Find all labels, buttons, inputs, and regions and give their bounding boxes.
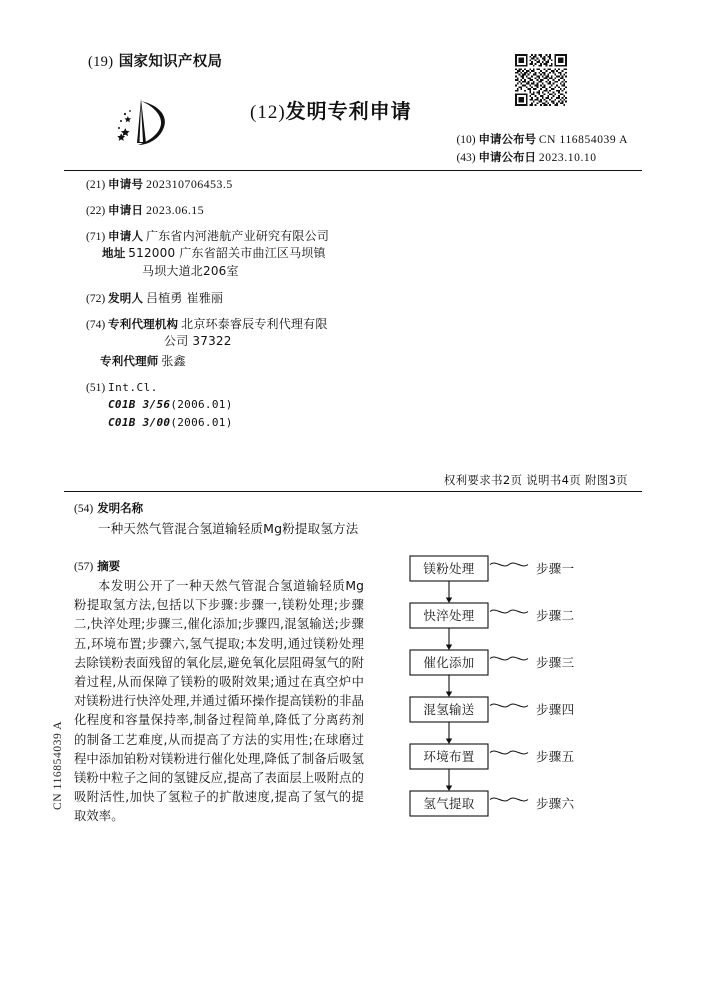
application-date-value: 2023.06.15 [146, 203, 205, 217]
application-number-tag: (21) [86, 179, 106, 191]
agent-value: 张鑫 [161, 354, 186, 368]
agency-line [86, 316, 426, 333]
flow-arrowhead [446, 598, 452, 604]
flow-leader-line [490, 751, 528, 754]
publication-number-tag: (10) [456, 134, 476, 146]
agent-label: 专利代理师 [100, 354, 159, 368]
invention-name-text: 一种天然气管混合氢道输轻质Mg粉提取氢方法 [98, 521, 359, 536]
invention-name-label: 发明名称 [97, 501, 144, 515]
address-line-2 [142, 263, 426, 281]
publication-date-label: 申请公布日 [478, 150, 536, 164]
field-application-date [86, 202, 426, 219]
invention-name-header [74, 500, 364, 516]
agency-value-2: 公司 37322 [164, 334, 232, 348]
flow-step-label: 步骤六 [536, 796, 575, 811]
field-agency [86, 316, 426, 371]
inventor-label: 发明人 [108, 291, 144, 305]
invention-name-tag: (54) [74, 503, 94, 515]
ipc-code: C01B 3/56 [108, 398, 171, 411]
applicant-tag: (71) [86, 231, 106, 243]
ipc-tag: (51) [86, 382, 106, 394]
application-number-label: 申请号 [108, 177, 144, 191]
abstract-figure-flowchart [396, 548, 636, 838]
invention-name-section [74, 500, 364, 538]
flow-leader-line [490, 798, 528, 801]
flow-step-label: 步骤三 [536, 655, 575, 670]
abstract-label: 摘要 [97, 559, 121, 573]
flow-box-label: 环境布置 [423, 749, 475, 764]
agent-line [100, 353, 426, 371]
address-label: 地址 [102, 246, 126, 260]
flow-arrowhead [446, 645, 452, 651]
flow-step-label: 步骤四 [536, 702, 575, 717]
application-number-value: 202310706453.5 [146, 177, 233, 191]
ipc-code: C01B 3/00 [108, 416, 171, 429]
flow-box-label: 氢气提取 [423, 796, 475, 811]
application-date-label: 申请日 [108, 203, 144, 217]
publication-date-value: 2023.10.10 [538, 152, 597, 164]
page-count-line: 权利要求书2页 说明书4页 附图3页 [443, 473, 628, 487]
inventor-tag: (72) [86, 293, 106, 305]
applicant-value: 广东省内河港航产业研究有限公司 [146, 229, 330, 243]
publication-date-tag: (43) [456, 152, 476, 164]
flow-step-label: 步骤五 [536, 749, 575, 764]
office-name: 国家知识产权局 [118, 54, 223, 70]
qr-code-icon [515, 54, 567, 106]
flow-arrowhead [446, 739, 452, 745]
flow-box-label: 催化添加 [423, 655, 475, 670]
flow-box-label: 镁粉处理 [423, 561, 475, 576]
ipc-label: Int.Cl. [108, 381, 158, 394]
bibliographic-data [86, 176, 426, 441]
flow-arrowhead [446, 786, 452, 792]
ipc-year: (2006.01) [170, 416, 233, 429]
inventor-value: 吕植勇 崔雅丽 [146, 291, 224, 305]
flow-leader-line [490, 610, 528, 613]
agency-label: 专利代理机构 [108, 317, 179, 331]
flow-leader-line [490, 704, 528, 707]
agency-line-2 [164, 333, 426, 351]
flow-leader-line [490, 563, 528, 566]
field-applicant [86, 228, 426, 281]
ipc-header [86, 380, 426, 396]
field-ipc [86, 380, 426, 432]
abstract-text: 本发明公开了一种天然气管混合氢道输轻质Mg粉提取氢方法,包括以下步骤:步骤一,镁粉处理;步骤二,快淬处理;步骤三,催化添加;步骤四,混氢输送;步骤五,环境布置;步骤六,氢气提取;本发明,通过镁粉处理去除镁粉表面残留的氧化层,避免氧化层阻碍氢气的附着过程,从而保障了镁粉的吸附效果;通过在真空炉中对镁粉进行快淬处理,并通过循环操作提高镁粉的非晶化程度和容量保持率,制备过程简单,降低了分离药剂的制备工艺难度,从而提高了方法的实用性;在球磨过程中添加铂粉对镁粉进行催化处理,降低了制备后吸氢镁粉中粒子之间的氢键反应,提高了表面层上吸附点的吸附活性,加快了氢粒子的扩散速度,提高了氢气的提取效率。 [74, 579, 364, 824]
office-line [88, 50, 222, 71]
field-application-number [86, 176, 426, 193]
field-inventor [86, 290, 426, 307]
application-date-tag: (22) [86, 205, 106, 217]
publication-number-value: CN 116854039 A [538, 134, 628, 146]
office-tag: (19) [88, 54, 114, 70]
page-title [250, 95, 412, 124]
abstract-tag: (57) [74, 561, 94, 573]
flow-step-label: 步骤二 [536, 608, 575, 623]
abstract-header [74, 558, 364, 574]
flow-arrowhead [446, 692, 452, 698]
publication-number-line [456, 131, 628, 149]
applicant-line [86, 228, 426, 245]
agency-value: 北京环泰睿辰专利代理有限 [181, 317, 328, 331]
address-line [102, 245, 426, 263]
flow-box-label: 混氢输送 [423, 702, 475, 717]
divider-abstract [64, 491, 642, 492]
publication-number-label: 申请公布号 [478, 132, 536, 146]
agency-tag: (74) [86, 319, 106, 331]
publication-info [456, 131, 628, 167]
doc-title-text: 发明专利申请 [285, 99, 412, 123]
divider-top [64, 170, 642, 171]
ipc-entry [108, 396, 426, 414]
address-value-1: 512000 广东省韶关市曲江区马坝镇 [128, 246, 326, 260]
flow-leader-line [490, 657, 528, 660]
applicant-label: 申请人 [108, 229, 144, 243]
doc-title-tag: (12) [250, 102, 286, 123]
flow-box-label: 快淬处理 [423, 608, 475, 623]
address-value-2: 马坝大道北206室 [142, 264, 239, 278]
publication-date-line [456, 149, 628, 167]
side-publication-code: CN 116854039 A [52, 720, 64, 810]
ipc-entry [108, 414, 426, 432]
ipc-year: (2006.01) [170, 398, 233, 411]
cnipa-emblem-icon [108, 95, 174, 153]
flow-step-label: 步骤一 [536, 561, 575, 576]
abstract-section [74, 558, 364, 827]
